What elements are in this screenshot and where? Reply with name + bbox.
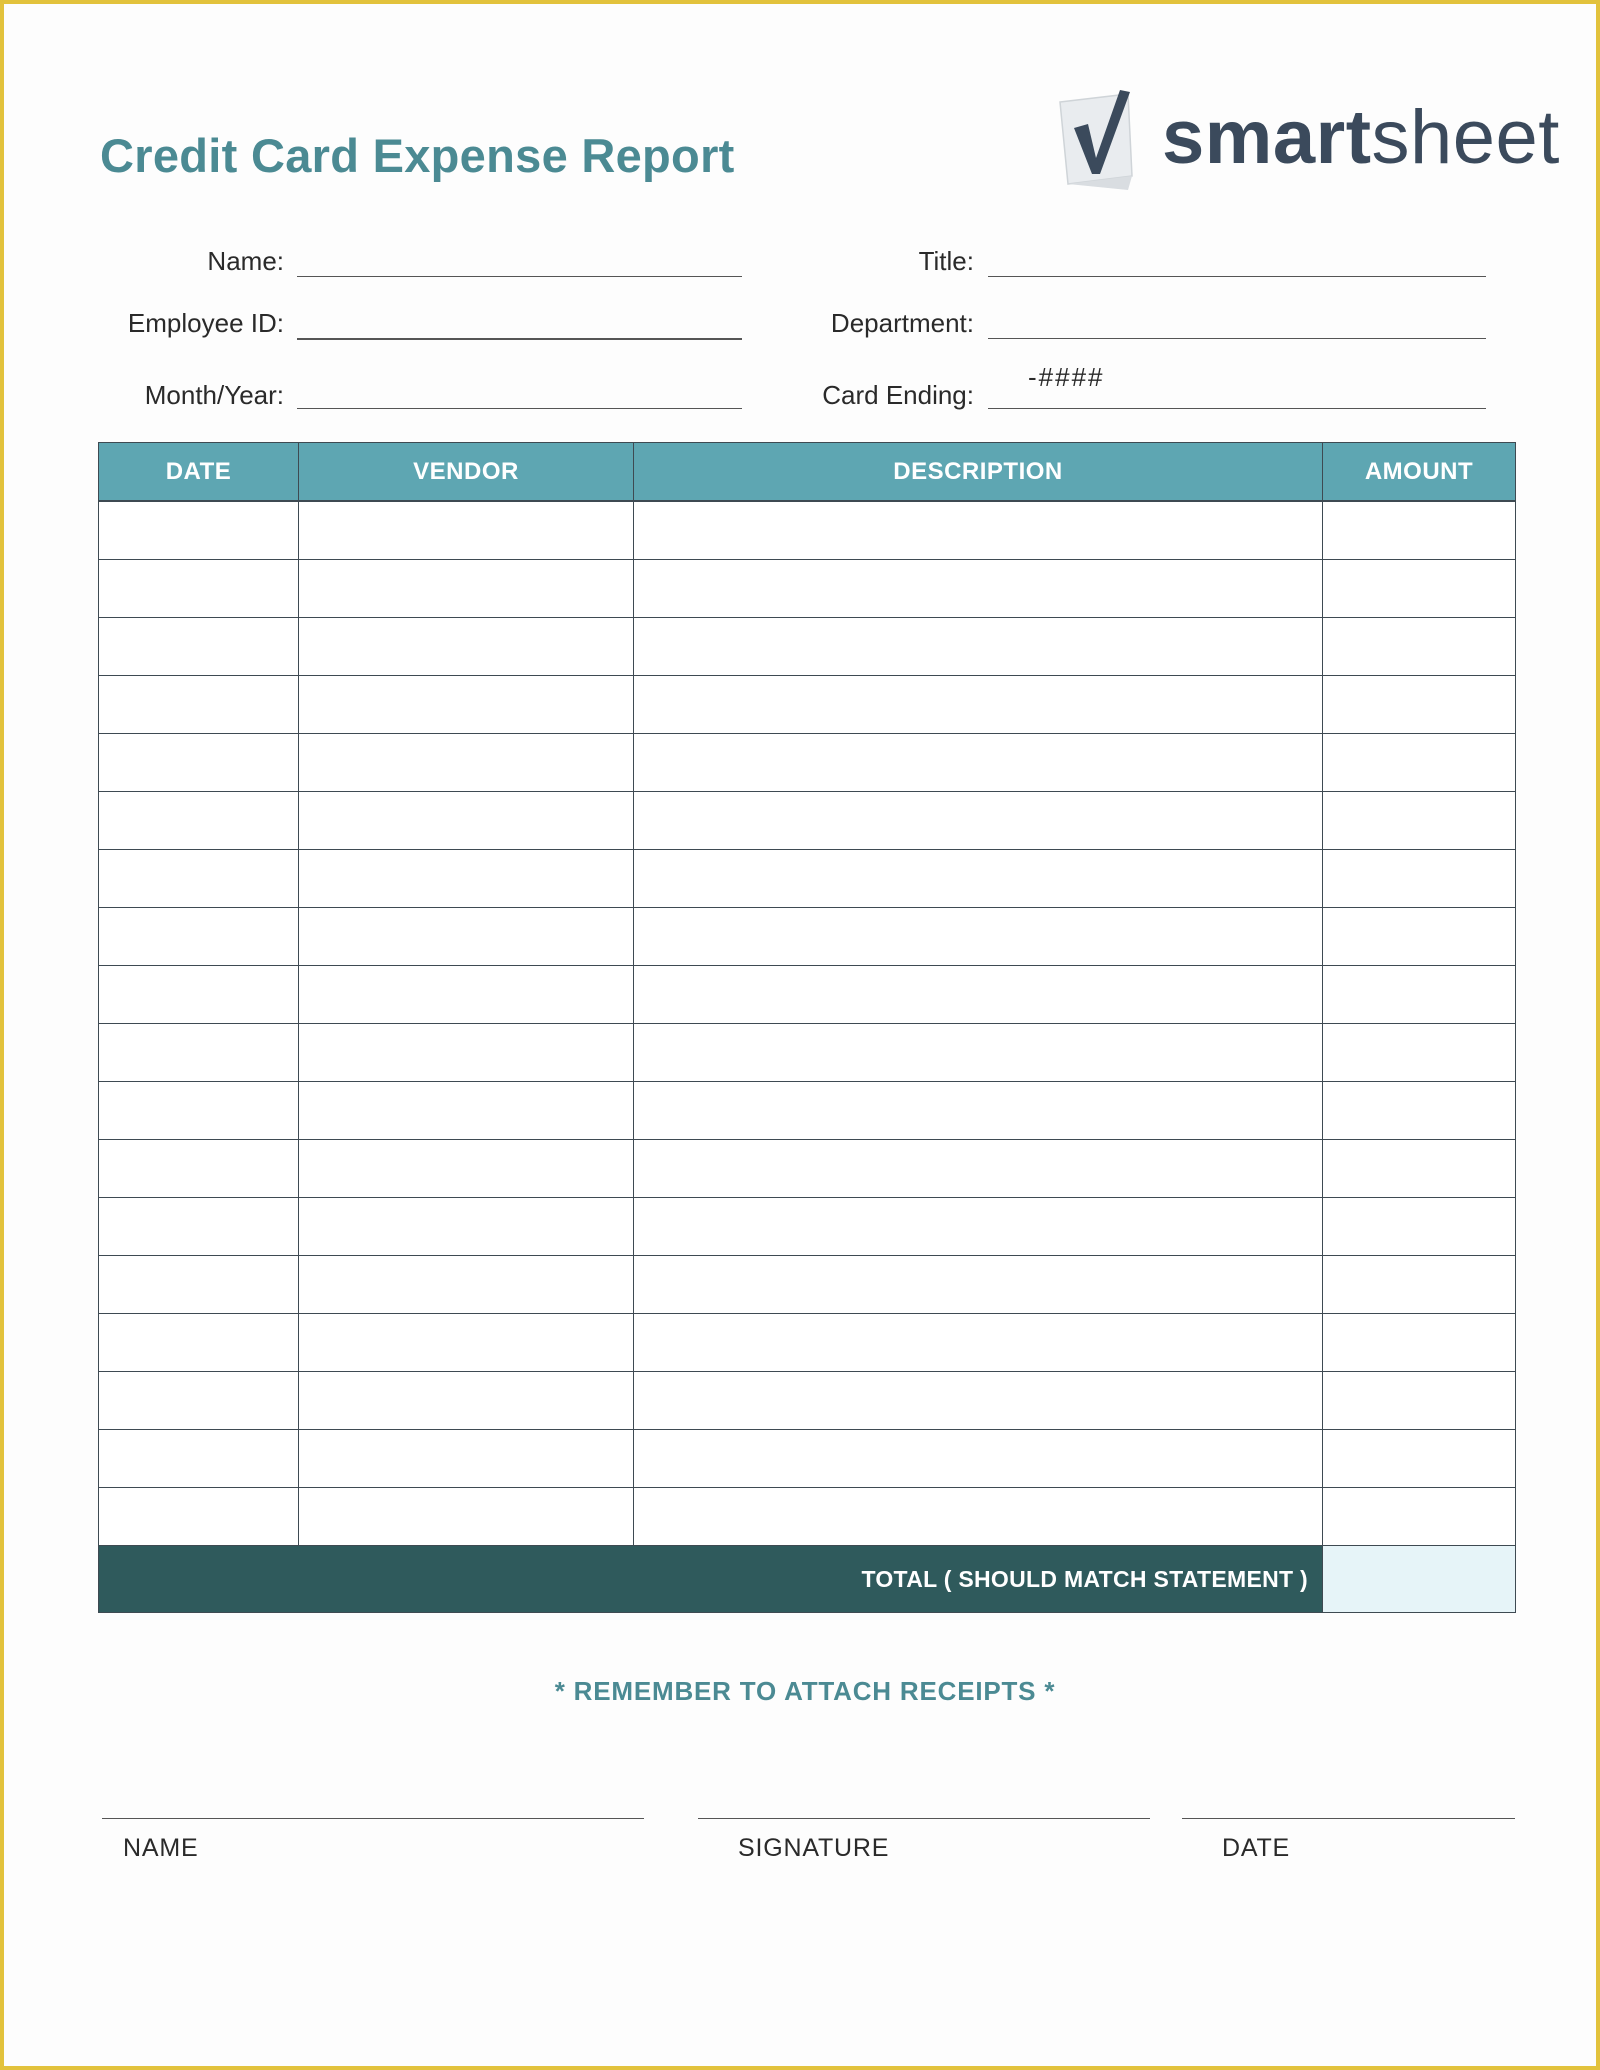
cell-description[interactable]: [634, 792, 1323, 850]
table-row: [99, 1082, 1516, 1140]
cell-date[interactable]: [99, 1082, 299, 1140]
signature-name-line[interactable]: [102, 1818, 644, 1819]
department-label: Department:: [830, 308, 974, 338]
cell-date[interactable]: [99, 1372, 299, 1430]
employee-id-field[interactable]: [297, 338, 742, 340]
cell-description[interactable]: [634, 1314, 1323, 1372]
table-row: [99, 966, 1516, 1024]
cell-amount[interactable]: [1323, 908, 1516, 966]
cell-amount[interactable]: [1323, 560, 1516, 618]
cell-vendor[interactable]: [299, 1082, 634, 1140]
table-row: [99, 1372, 1516, 1430]
table-row: [99, 908, 1516, 966]
table-row: [99, 734, 1516, 792]
cell-date[interactable]: [99, 1198, 299, 1256]
cell-description[interactable]: [634, 1140, 1323, 1198]
cell-description[interactable]: [634, 1372, 1323, 1430]
cell-vendor[interactable]: [299, 966, 634, 1024]
cell-vendor[interactable]: [299, 1256, 634, 1314]
logo-wordmark: [1162, 94, 1560, 181]
table-row: [99, 560, 1516, 618]
cell-description[interactable]: [634, 1488, 1323, 1546]
cell-amount[interactable]: [1323, 1024, 1516, 1082]
cell-amount[interactable]: [1323, 618, 1516, 676]
cell-vendor[interactable]: [299, 1140, 634, 1198]
signature-line[interactable]: [698, 1818, 1150, 1819]
name-label: Name:: [207, 246, 284, 276]
logo-text-smart: smart: [1162, 95, 1372, 180]
table-header-row: [99, 443, 1516, 502]
table-row: [99, 792, 1516, 850]
cell-vendor[interactable]: [299, 1430, 634, 1488]
cell-date[interactable]: [99, 1024, 299, 1082]
cell-amount[interactable]: [1323, 1488, 1516, 1546]
table-row: [99, 850, 1516, 908]
cell-date[interactable]: [99, 618, 299, 676]
cell-date[interactable]: [99, 560, 299, 618]
checkmark-logo-icon: [1058, 88, 1150, 192]
cell-vendor[interactable]: [299, 1024, 634, 1082]
cell-vendor[interactable]: [299, 850, 634, 908]
cell-amount[interactable]: [1323, 1372, 1516, 1430]
cell-vendor[interactable]: [299, 501, 634, 560]
column-header-vendor: VENDOR: [299, 443, 634, 502]
cell-description[interactable]: [634, 1024, 1323, 1082]
cell-vendor[interactable]: [299, 792, 634, 850]
employee-id-label: Employee ID:: [127, 308, 284, 338]
table-row: [99, 1256, 1516, 1314]
card-ending-label: Card Ending:: [822, 380, 974, 410]
cell-date[interactable]: [99, 850, 299, 908]
table-row: [99, 1430, 1516, 1488]
cell-description[interactable]: [634, 501, 1323, 560]
cell-date[interactable]: [99, 734, 299, 792]
cell-amount[interactable]: [1323, 1430, 1516, 1488]
title-field[interactable]: [988, 276, 1486, 277]
cell-date[interactable]: [99, 676, 299, 734]
cell-amount[interactable]: [1323, 1082, 1516, 1140]
cell-vendor[interactable]: [299, 1314, 634, 1372]
cell-amount[interactable]: [1323, 676, 1516, 734]
name-field[interactable]: [297, 276, 742, 277]
cell-amount[interactable]: [1323, 1314, 1516, 1372]
signature-date-line[interactable]: [1182, 1818, 1515, 1819]
card-ending-field[interactable]: [988, 408, 1486, 409]
cell-vendor[interactable]: [299, 1198, 634, 1256]
cell-vendor[interactable]: [299, 908, 634, 966]
document-title: Credit Card Expense Report: [100, 129, 735, 182]
cell-vendor[interactable]: [299, 676, 634, 734]
signature-name-label: NAME: [123, 1834, 199, 1862]
month-year-label: Month/Year:: [144, 380, 284, 410]
cell-description[interactable]: [634, 966, 1323, 1024]
cell-amount[interactable]: [1323, 850, 1516, 908]
cell-description[interactable]: [634, 908, 1323, 966]
receipts-reminder: * REMEMBER TO ATTACH RECEIPTS *: [554, 1676, 1056, 1706]
cell-date[interactable]: [99, 1488, 299, 1546]
cell-amount[interactable]: [1323, 1140, 1516, 1198]
table-row: [99, 676, 1516, 734]
table-row: [99, 1198, 1516, 1256]
cell-date[interactable]: [99, 792, 299, 850]
cell-date[interactable]: [99, 1314, 299, 1372]
cell-description[interactable]: [634, 1256, 1323, 1314]
cell-vendor[interactable]: [299, 1488, 634, 1546]
cell-vendor[interactable]: [299, 734, 634, 792]
cell-date[interactable]: [99, 1430, 299, 1488]
cell-vendor[interactable]: [299, 618, 634, 676]
table-row: [99, 1024, 1516, 1082]
cell-description[interactable]: [634, 676, 1323, 734]
column-header-amount: AMOUNT: [1323, 443, 1516, 502]
month-year-field[interactable]: [297, 408, 742, 409]
cell-date[interactable]: [99, 966, 299, 1024]
signature-label: SIGNATURE: [738, 1834, 890, 1862]
card-ending-value: -####: [1028, 362, 1105, 392]
cell-date[interactable]: [99, 501, 299, 560]
cell-date[interactable]: [99, 1140, 299, 1198]
total-row: [99, 1546, 1516, 1613]
cell-description[interactable]: [634, 618, 1323, 676]
table-row: [99, 1488, 1516, 1546]
total-amount-cell[interactable]: [1323, 1546, 1516, 1613]
cell-amount[interactable]: [1323, 1198, 1516, 1256]
column-header-description: DESCRIPTION: [634, 443, 1323, 502]
column-header-date: DATE: [99, 443, 299, 502]
cell-description[interactable]: [634, 1198, 1323, 1256]
cell-date[interactable]: [99, 1256, 299, 1314]
smartsheet-logo: [1058, 82, 1558, 192]
table-body: [99, 501, 1516, 1613]
table-row: [99, 501, 1516, 560]
title-label: Title:: [918, 246, 974, 276]
cell-vendor[interactable]: [299, 560, 634, 618]
cell-date[interactable]: [99, 908, 299, 966]
cell-description[interactable]: [634, 850, 1323, 908]
cell-vendor[interactable]: [299, 1372, 634, 1430]
department-field[interactable]: [988, 338, 1486, 339]
table-row: [99, 1140, 1516, 1198]
cell-amount[interactable]: [1323, 1256, 1516, 1314]
cell-description[interactable]: [634, 1430, 1323, 1488]
logo-text-sheet: sheet: [1371, 95, 1560, 180]
cell-amount[interactable]: [1323, 734, 1516, 792]
table-row: [99, 1314, 1516, 1372]
cell-amount[interactable]: [1323, 792, 1516, 850]
table-row: [99, 618, 1516, 676]
cell-description[interactable]: [634, 734, 1323, 792]
signature-date-label: DATE: [1222, 1834, 1291, 1862]
total-label: TOTAL ( SHOULD MATCH STATEMENT ): [99, 1546, 1323, 1613]
cell-amount[interactable]: [1323, 966, 1516, 1024]
cell-amount[interactable]: [1323, 501, 1516, 560]
expense-table: [98, 442, 1516, 1613]
cell-description[interactable]: [634, 560, 1323, 618]
cell-description[interactable]: [634, 1082, 1323, 1140]
